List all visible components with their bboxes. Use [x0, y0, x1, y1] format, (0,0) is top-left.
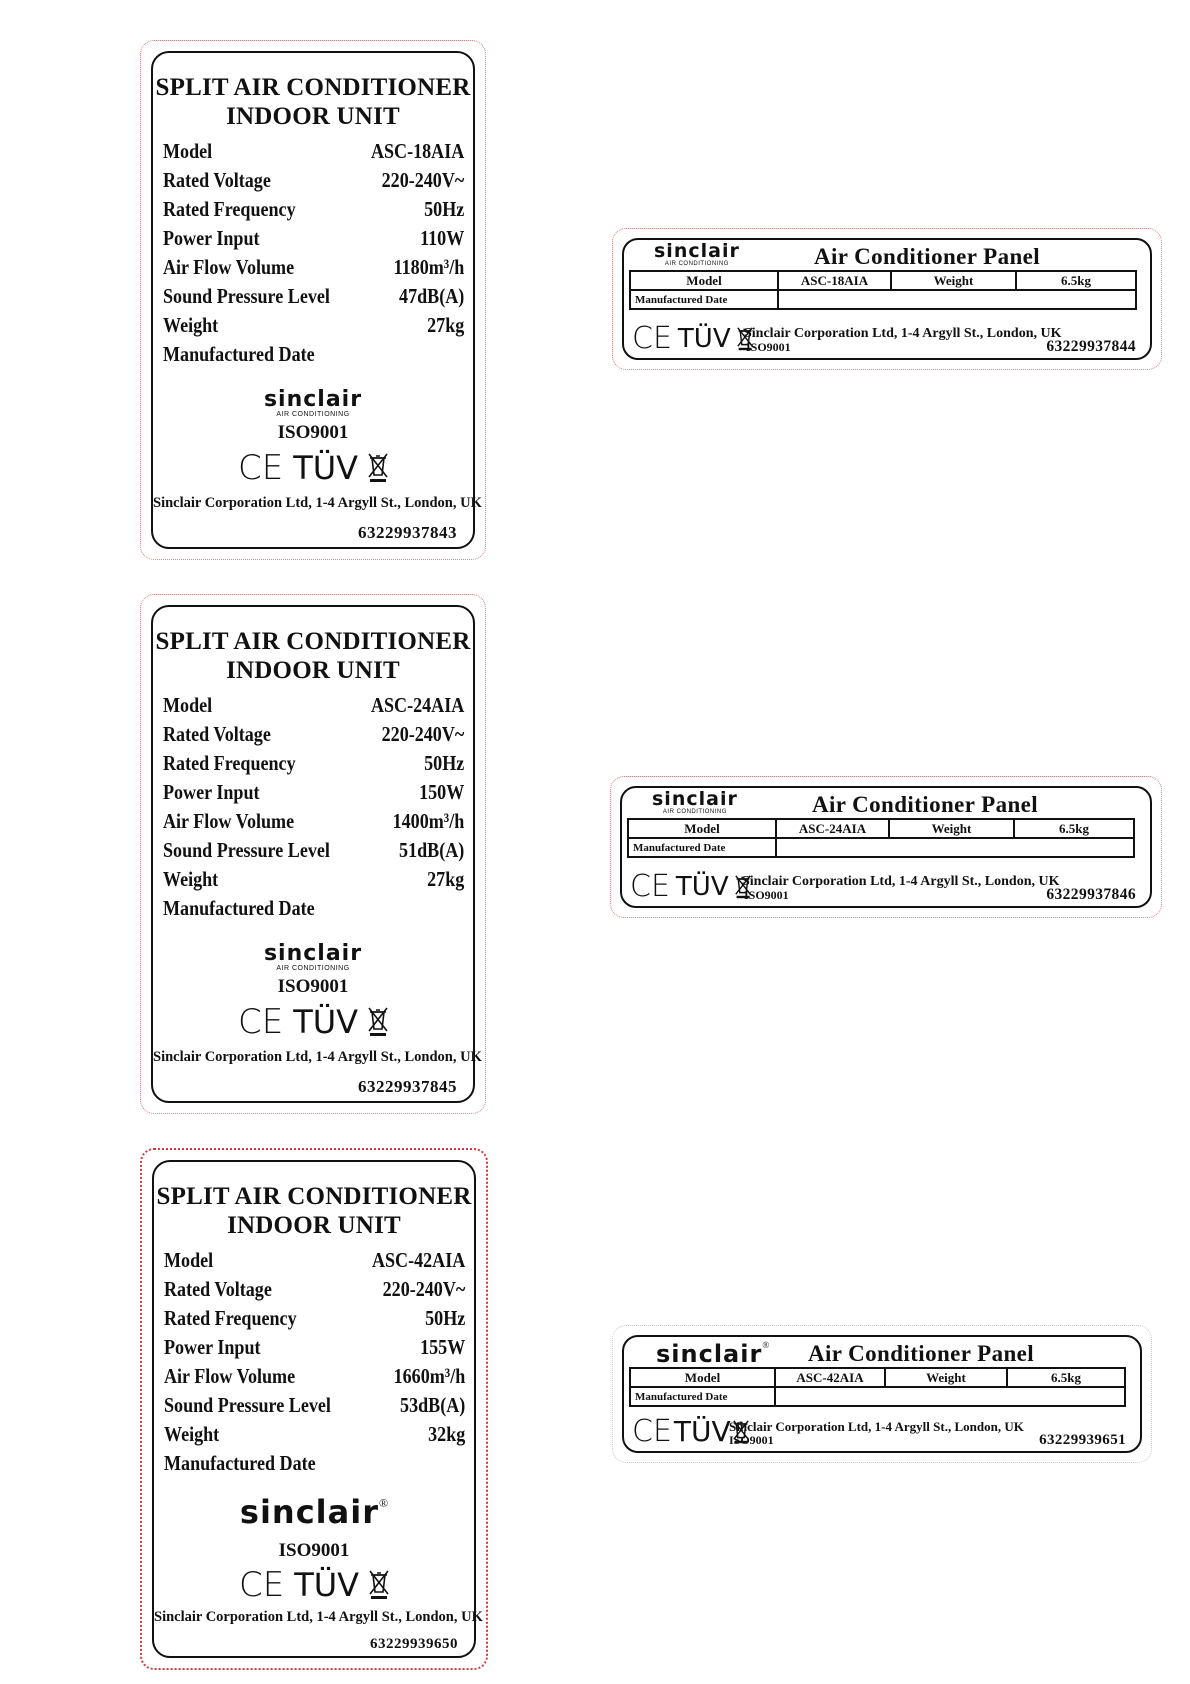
registered-mark: ® — [378, 1496, 389, 1510]
weee-bin-icon — [368, 1007, 388, 1037]
iso-text: ISO9001 — [746, 340, 791, 354]
iso-text: ISO9001 — [277, 976, 349, 997]
certification-marks — [154, 1565, 474, 1605]
serial-code: 63229937844 — [1046, 338, 1136, 355]
spec-row-airflow: Air Flow Volume 1660m³/h — [164, 1364, 466, 1388]
spec-row-sound: Sound Pressure Level 47dB(A) — [163, 284, 465, 308]
manufacturer-address: Sinclair Corporation Ltd, 1-4 Argyll St., London, UK — [729, 1419, 1024, 1434]
serial-code: 63229937846 — [1046, 886, 1136, 903]
spec-row-frequency: Rated Frequency 50Hz — [163, 197, 465, 221]
iso-text: ISO9001 — [278, 1540, 350, 1561]
spec-row-airflow: Air Flow Volume 1180m³/h — [163, 255, 465, 279]
tuv-mark-icon: TÜV — [673, 1415, 731, 1448]
panel-title: Air Conditioner Panel — [808, 1341, 1035, 1366]
weight-value: 6.5kg — [1014, 819, 1134, 838]
serial-code: 63229939650 — [370, 1636, 458, 1652]
ce-mark-icon: CE — [632, 1414, 672, 1449]
ce-mark-icon: CE — [237, 448, 284, 488]
serial-code: 63229937845 — [358, 1077, 457, 1096]
panel-label-1 — [612, 228, 1162, 370]
ce-mark-icon: CE — [632, 321, 672, 356]
label-title-line1: SPLIT AIR CONDITIONER — [155, 628, 471, 655]
panel-label-frame — [622, 1335, 1142, 1453]
manufactured-date-label: Manufactured Date — [630, 1387, 775, 1406]
manufactured-date-value — [775, 1387, 1125, 1406]
weight-value: 6.5kg — [1016, 271, 1136, 290]
spec-row-voltage: Rated Voltage 220-240V~ — [163, 168, 465, 192]
manufacturer-address: Sinclair Corporation Ltd, 1-4 Argyll St., London, UK — [154, 1609, 483, 1625]
tuv-mark-icon: TÜV — [293, 449, 359, 487]
panel-label-3 — [612, 1325, 1152, 1463]
label-title-line2: INDOOR UNIT — [226, 103, 400, 130]
certification-marks — [153, 1002, 473, 1042]
sinclair-logo: sinclair® — [239, 1493, 389, 1531]
manufactured-date-value — [776, 838, 1134, 857]
panel-spec-table — [629, 1367, 1126, 1407]
tuv-mark-icon: TÜV — [294, 1566, 360, 1604]
model-label: Model — [630, 271, 778, 290]
model-value: ASC-18AIA — [778, 271, 891, 290]
weight-label: Weight — [891, 271, 1016, 290]
spec-row-sound: Sound Pressure Level 51dB(A) — [163, 838, 465, 862]
model-value: ASC-24AIA — [776, 819, 889, 838]
registered-mark: ® — [762, 1340, 770, 1350]
panel-label-2 — [610, 776, 1162, 918]
sinclair-logo: sinclair® — [656, 1340, 770, 1368]
spec-row-voltage: Rated Voltage 220-240V~ — [164, 1277, 466, 1301]
sinclair-logo: sinclair AIR CONDITIONING — [263, 387, 363, 418]
indoor-label-2 — [140, 594, 486, 1114]
spec-row-model: Model ASC-24AIA — [163, 693, 465, 717]
spec-row-sound: Sound Pressure Level 53dB(A) — [164, 1393, 466, 1417]
ce-mark-icon: CE — [630, 869, 670, 904]
spec-row-date: Manufactured Date — [163, 342, 315, 366]
label-title-line1: SPLIT AIR CONDITIONER — [155, 74, 471, 101]
manufactured-date-label: Manufactured Date — [628, 838, 776, 857]
manufactured-date-label: Manufactured Date — [630, 290, 778, 309]
tuv-mark-icon: TÜV — [677, 324, 731, 354]
certification-marks — [632, 321, 753, 356]
weee-bin-icon — [368, 453, 388, 483]
indoor-label-frame — [152, 1160, 483, 1658]
spec-row-frequency: Rated Frequency 50Hz — [163, 751, 465, 775]
spec-row-date: Manufactured Date — [163, 896, 315, 920]
panel-spec-table — [627, 818, 1135, 858]
spec-list — [163, 691, 465, 923]
spec-list — [163, 137, 465, 369]
iso-text: ISO9001 — [729, 1433, 774, 1447]
certification-marks — [153, 448, 473, 488]
sinclair-logo: sinclair AIR CONDITIONING — [263, 941, 363, 972]
sinclair-logo: sinclair AIR CONDITIONING — [652, 788, 738, 815]
indoor-label-frame — [151, 51, 482, 549]
tuv-mark-icon: TÜV — [675, 872, 729, 902]
ce-mark-icon: CE — [237, 1002, 284, 1042]
spec-row-frequency: Rated Frequency 50Hz — [164, 1306, 466, 1330]
spec-list — [164, 1246, 466, 1478]
indoor-label-1 — [140, 40, 486, 560]
spec-row-power: Power Input 110W — [163, 226, 465, 250]
certification-marks — [630, 869, 751, 904]
tuv-mark-icon: TÜV — [293, 1003, 359, 1041]
panel-label-frame — [620, 786, 1152, 908]
iso-text: ISO9001 — [744, 888, 789, 902]
iso-text: ISO9001 — [277, 422, 349, 443]
spec-row-model: Model ASC-18AIA — [163, 139, 465, 163]
manufacturer-address: Sinclair Corporation Ltd, 1-4 Argyll St., London, UK — [744, 326, 1062, 341]
weight-label: Weight — [889, 819, 1014, 838]
model-label: Model — [630, 1368, 775, 1387]
manufacturer-address: Sinclair Corporation Ltd, 1-4 Argyll St., London, UK — [153, 495, 482, 511]
spec-row-weight: Weight 27kg — [163, 313, 465, 337]
panel-title: Air Conditioner Panel — [812, 792, 1039, 817]
spec-row-airflow: Air Flow Volume 1400m³/h — [163, 809, 465, 833]
spec-row-power: Power Input 150W — [163, 780, 465, 804]
spec-row-model: Model ASC-42AIA — [164, 1248, 466, 1272]
label-title-line1: SPLIT AIR CONDITIONER — [156, 1183, 472, 1210]
serial-code: 63229939651 — [1039, 1432, 1126, 1448]
manufacturer-address: Sinclair Corporation Ltd, 1-4 Argyll St., London, UK — [153, 1049, 482, 1065]
manufacturer-address: Sinclair Corporation Ltd, 1-4 Argyll St., London, UK — [742, 874, 1060, 889]
serial-code: 63229937843 — [358, 523, 457, 542]
indoor-label-3 — [140, 1148, 488, 1670]
indoor-label-frame — [151, 605, 482, 1103]
ce-mark-icon: CE — [238, 1565, 285, 1605]
panel-spec-table — [629, 270, 1137, 310]
manufactured-date-value — [778, 290, 1136, 309]
spec-row-weight: Weight 32kg — [164, 1422, 466, 1446]
spec-row-date: Manufactured Date — [164, 1451, 316, 1475]
label-title-line2: INDOOR UNIT — [227, 1212, 401, 1239]
panel-title: Air Conditioner Panel — [814, 244, 1041, 269]
model-label: Model — [628, 819, 776, 838]
spec-row-weight: Weight 27kg — [163, 867, 465, 891]
spec-row-voltage: Rated Voltage 220-240V~ — [163, 722, 465, 746]
panel-label-frame — [622, 238, 1152, 360]
weight-label: Weight — [885, 1368, 1007, 1387]
weee-bin-icon — [369, 1570, 389, 1600]
weight-value: 6.5kg — [1007, 1368, 1125, 1387]
sinclair-logo: sinclair AIR CONDITIONING — [654, 240, 740, 267]
model-value: ASC-42AIA — [775, 1368, 885, 1387]
spec-row-power: Power Input 155W — [164, 1335, 466, 1359]
label-title-line2: INDOOR UNIT — [226, 657, 400, 684]
